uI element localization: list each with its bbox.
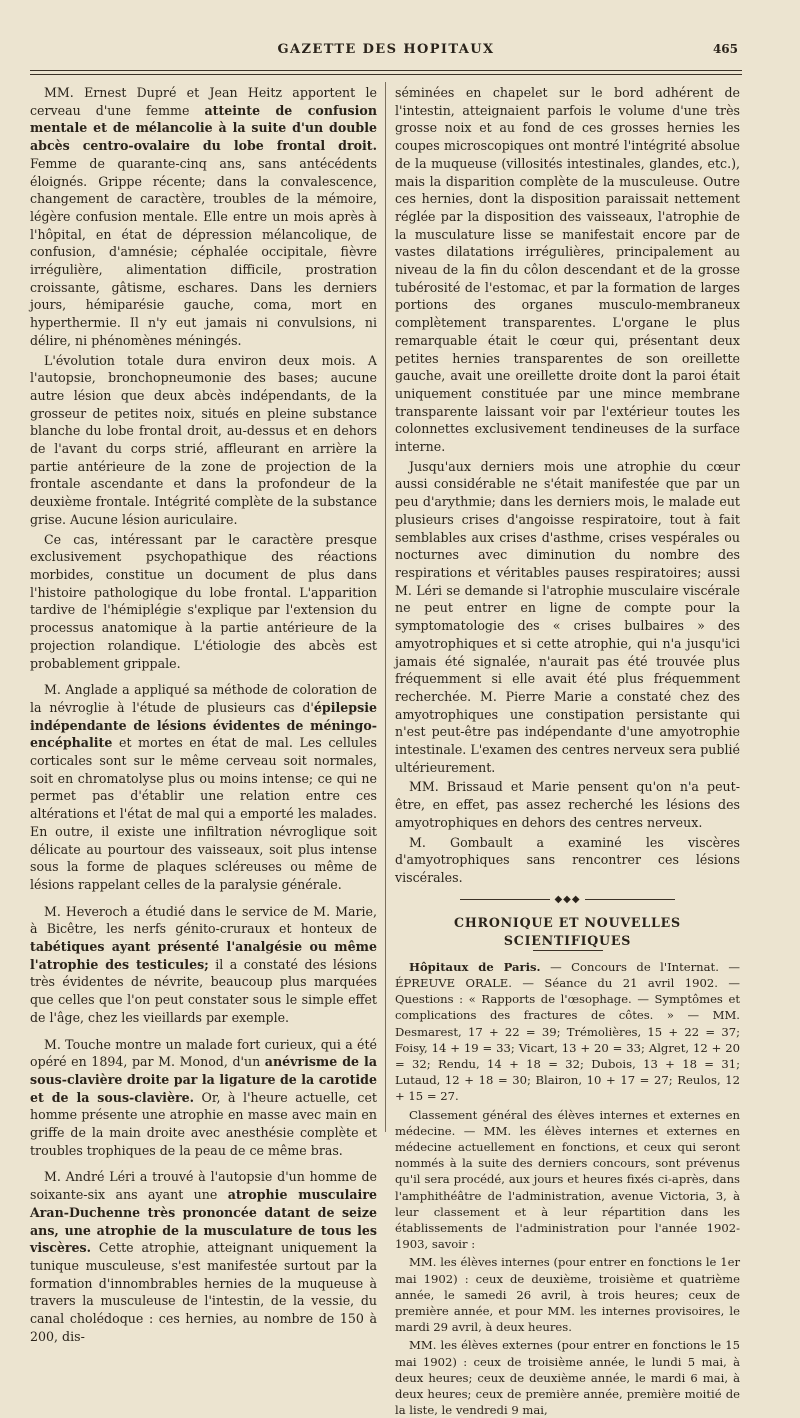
column-divider — [385, 82, 386, 1132]
journal-title: GAZETTE DES HOPITAUX — [277, 42, 495, 57]
article-paragraph: Ce cas, intéressant par le caractère presque exclusivement psychopathique des réactions morbides, constitue un document de plus dans l'histoire pathologique du lobe frontal. L'apparition tardive de l'hémiplégie s'explique par l'extension du processus anatomique à la partie antérieure de la projection rolandique. L'étiologie des abcès est probablement grippale. — [30, 531, 377, 671]
left-column — [30, 84, 377, 1346]
header-rule — [30, 70, 742, 71]
article-paragraph: L'évolution totale dura environ deux mois. A l'autopsie, bronchopneumonie des bases; aucune autre lésion que deux abcès indépendants, de la grosseur de petites noix, situés en pleine substance blanche du lobe frontal droit, au-dessus et en dehors de l'avant du corps strié, affleurant en arrière la partie antérieure de la zone de projection de la frontale ascendante et dans la profondeur de la deuxième frontale. Intégrité complète de la substance grise. Aucune lésion auriculaire. — [30, 352, 377, 527]
article-paragraph: M. Gombault a examiné les viscères d'amyotrophiques sans rencontrer ces lésions viscérales. — [395, 834, 740, 885]
article-paragraph: MM. Ernest Dupré et Jean Heitz apportent le cerveau d'une femme atteinte de confusion mentale et de mélancolie à la suite d'un double abcès centro-ovalaire du lobe frontal droit. Femme de quarante-cinq ans, sans antécédents éloignés. Grippe récente; dans la convalescence, changement de caractère, troubles de la mémoire, légère confusion mentale. Elle entre un mois après à l'hôpital, en état de dépression mélancolique, de confusion, d'amnésie; céphalée occipitale, fièvre irrégulière, alimentation difficile, prostration croissante, gâtisme, eschares. Dans les derniers jours, hémiparésie gauche, coma, mort en hyperthermie. Il n'y eut jamais ni convulsions, ni délire, ni phénomènes méningés. — [30, 85, 377, 348]
news-paragraph: Classement général des élèves internes et externes en médecine. — MM. les élèves internes et externes en médecine actuellement en fonctions, et ceux qui seront nommés à la suite des derniers concours, sont prévenus qu'il sera procédé, aux jours et heures fixés ci-après, dans l'amphithéâtre de l'administration, avenue Victoria, 3, à leur classement et à leur répartition dans les établissements de l'administration pour l'année 1902-1903, savoir : — [395, 1107, 740, 1252]
section-title-rule — [533, 950, 603, 951]
article-paragraph: M. Anglade a appliqué sa méthode de coloration de la névroglie à l'étude de plusieurs cas d'épilepsie indépendante de lésions évidentes de méningo-encéphalite et mortes en état de mal. Les cellules corticales sont sur le même cerveau soit normales, soit en chromatolyse plus ou moins intense; ce qui ne permet pas d'établir une relation entre ces altérations et l'état de mal qui a emporté les malades. En outre, il existe une infiltration névroglique soit délicate au pourtour des vaisseaux, soit plus intense sous la forme de plaques scléreuses ou même de lésions rappelant celles de la paralysie générale. — [30, 682, 377, 892]
section-ornament: ◆◆◆ — [395, 891, 740, 909]
article-paragraph: Jusqu'aux derniers mois une atrophie du cœur aussi considérable ne s'était manifestée que par un peu d'arythmie; dans les derniers mois, le malade eut plusieurs crises d'angoisse respiratoire, tout à fait semblables aux crises d'asthme, crises vespérales ou nocturnes avec diminution du nombre des respirations et véritables pauses respiratoires; aussi M. Léri se demande si l'atrophie musculaire viscérale ne peut entrer en ligne de compte pour la symptomatologie des « crises bulbaires » des amyotrophiques et si cette atrophie, qui n'a jusqu'ici jamais été signalée, n'aurait pas été trouvée plus fréquemment si elle avait été plus fréquemment recherchée. M. Pierre Marie a constaté chez des amyotrophiques une constipation persistante qui n'est peut-être pas indépendante d'une amyotrophie intestinale. L'examen des centres nerveux sera publié ultérieurement. — [395, 458, 740, 775]
article-paragraph: MM. Brissaud et Marie pensent qu'on n'a peut-être, en effet, pas assez recherché les lésions des amyotrophiques en dehors des centres nerveux. — [395, 779, 740, 830]
article-paragraph: séminées en chapelet sur le bord adhérent de l'intestin, atteignaient parfois le volume d'une très grosse noix et au fond de ces grosses hernies les coupes microscopiques ont montré l'intégrité absolue de la muqueuse (villosités intestinales, glandes, etc.), mais la disparition complète de la musculeuse. Outre ces hernies, dont la disposition paraissait nettement réglée par la disposition des vaisseaux, l'atrophie de la musculature lisse se manifestait encore par de vastes dilatations irrégulières, principalement au niveau de la fin du côlon descendant et de la grosse tubérosité de l'estomac, et par la formation de larges portions des organes musculo-membraneux complètement transparentes. L'organe le plus remarquable était le cœur qui, présentant deux petites hernies transparentes de son oreillette gauche, avait une oreillette droite dont la paroi était uniquement constituée par une mince membrane transparente laissant voir par l'extérieur toutes les colonnettes exclusivement tendineuses de la surface interne. — [395, 85, 740, 455]
header-rule-secondary — [30, 74, 742, 75]
chronique-section — [395, 959, 740, 1418]
section-title: CHRONIQUE ET NOUVELLES SCIENTIFIQUES — [454, 915, 681, 949]
news-paragraph: Hôpitaux de Paris. — Concours de l'Internat. — ÉPREUVE ORALE. — Séance du 21 avril 1902. — Questions : « Rapports de l'œsophage. — Symptômes et complications des fractures de côtes. » — MM. Desmarest, 17 + 22 = 39; Trémolières, 15 + 22 = 37; Foisy, 14 + 19 = 33; Vicart, 13 + 20 = 33; Algret, 12 + 20 = 32; Rendu, 14 + 18 = 32; Dubois, 13 + 18 = 31; Lutaud, 12 + 18 = 30; Blairon, 10 + 17 = 27; Reulos, 12 + 15 = 27. — [395, 959, 740, 1104]
news-paragraph: MM. les élèves externes (pour entrer en fonctions le 15 mai 1902) : ceux de troisième année, le lundi 5 mai, à deux heures; ceux de deuxième année, le mardi 6 mai, à deux heures; ceux de première année, première moitié de la liste, le vendredi 9 mai, — [395, 1338, 740, 1418]
article-paragraph: M. Heveroch a étudié dans le service de M. Marie, à Bicêtre, les nerfs génito-cruraux et honteux de tabétiques ayant présenté l'analgésie ou même l'atrophie des testicules; il a constaté des lésions très évidentes de névrite, beaucoup plus marquées que celles que l'on peut constater sous le simple effet de l'âge, chez les vieillards par exemple. — [30, 903, 377, 1025]
page-number: 465 — [712, 42, 738, 56]
article-paragraph: M. André Léri a trouvé à l'autopsie d'un homme de soixante-six ans ayant une atrophie musculaire Aran-Duchenne très prononcée datant de seize ans, une atrophie de la musculature de tous les viscères. Cette atrophie, atteignant uniquement la tunique musculeuse, s'est manifestée surtout par la formation d'innombrables hernies de la muqueuse à travers la musculeuse de l'intestin, de la vessie, du canal cholédoque : ces hernies, au nombre de 150 à 200, dis- — [30, 1169, 377, 1344]
article-paragraph: M. Touche montre un malade fort curieux, qui a été opéré en 1894, par M. Monod, d'un anévrisme de la sous-clavière droite par la ligature de la carotide et de la sous-clavière. Or, à l'heure actuelle, cet homme présente une atrophie en masse avec main en griffe de la main droite avec anesthésie complète et troubles trophiques de la peau de ce même bras. — [30, 1036, 377, 1158]
page-header — [30, 42, 742, 62]
right-column — [395, 84, 740, 1418]
news-paragraph: MM. les élèves internes (pour entrer en fonctions le 1er mai 1902) : ceux de deuxième, troisième et quatrième année, le samedi 26 avril, à trois heures; ceux de première année, et pour MM. les internes provisoires, le mardi 29 avril, à deux heures. — [395, 1255, 740, 1335]
